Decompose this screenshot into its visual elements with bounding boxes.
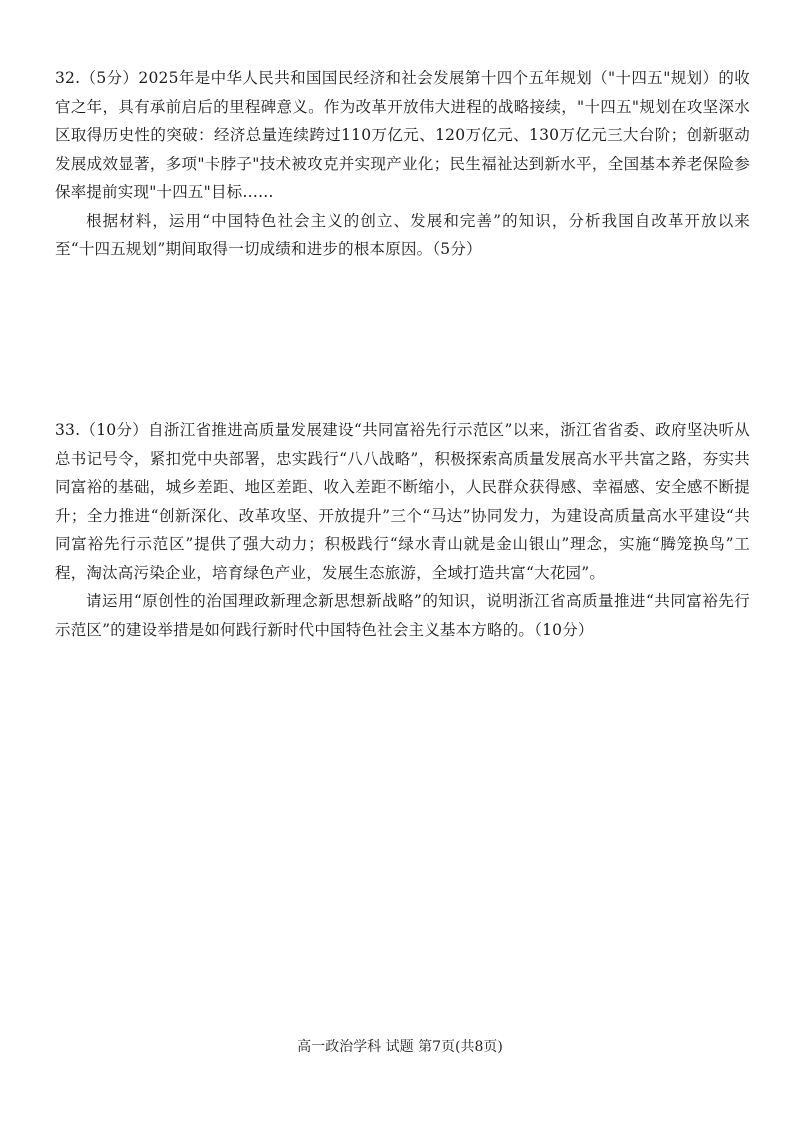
question-32-prompt: 根据材料，运用“中国特色社会主义的创立、发展和完善”的知识，分析我国自改革开放以来至“十四五规划”期间取得一切成绩和进步的根本原因。（5分） <box>55 211 750 258</box>
question-32 <box>55 64 750 264</box>
question-33-material-text: （10分）自浙江省推进高质量发展建设“共同富裕先行示范区”以来，浙江省省委、政府坚决听从总书记号令，紧扣党中央部署，忠实践行“八八战略”，积极探索高质量发展高水平共富之路，夯实共同富裕的基础，城乡差距、地区差距、收入差距不断缩小，人民群众获得感、幸福感、安全感不断提升；全力推进“创新深化、改革攻坚、开放提升”三个“马达”协同发力，为建设高质量高水平建设“共同富裕先行示范区”提供了强大动力；积极践行“绿水青山就是金山银山”理念，实施“腾笼换鸟”工程，淘汰高污染企业，培育绿色产业，发展生态旅游，全域打造共富“大花园”。 <box>55 421 750 582</box>
question-32-material-text: （5分）2025年是中华人民共和国国民经济和社会发展第十四个五年规划（"十四五"规划）的收官之年，具有承前启后的里程碑意义。作为改革开放伟大进程的战略接续，"十四五"规划在攻坚深水区取得历史性的突破：经济总量连续跨过110万亿元、120万亿元、130万亿元三大台阶；创新驱动发展成效显著，多项"卡脖子"技术被攻克并实现产业化；民生福祉达到新水平，全国基本养老保险参保率提前实现"十四五"目标…… <box>55 69 750 201</box>
question-33-prompt: 请运用“原创性的治国理政新理念新思想新战略”的知识，说明浙江省高质量推进“共同富裕先行示范区”的建设举措是如何践行新时代中国特色社会主义基本方略的。（10分） <box>55 592 750 639</box>
question-33-material <box>55 416 750 587</box>
page-footer: 高一政治学科 试题 第7页(共8页) <box>297 1039 503 1055</box>
question-33-number: 33. <box>55 421 81 439</box>
question-33 <box>55 416 750 644</box>
question-32-number: 32. <box>55 69 81 87</box>
question-32-material <box>55 64 750 207</box>
